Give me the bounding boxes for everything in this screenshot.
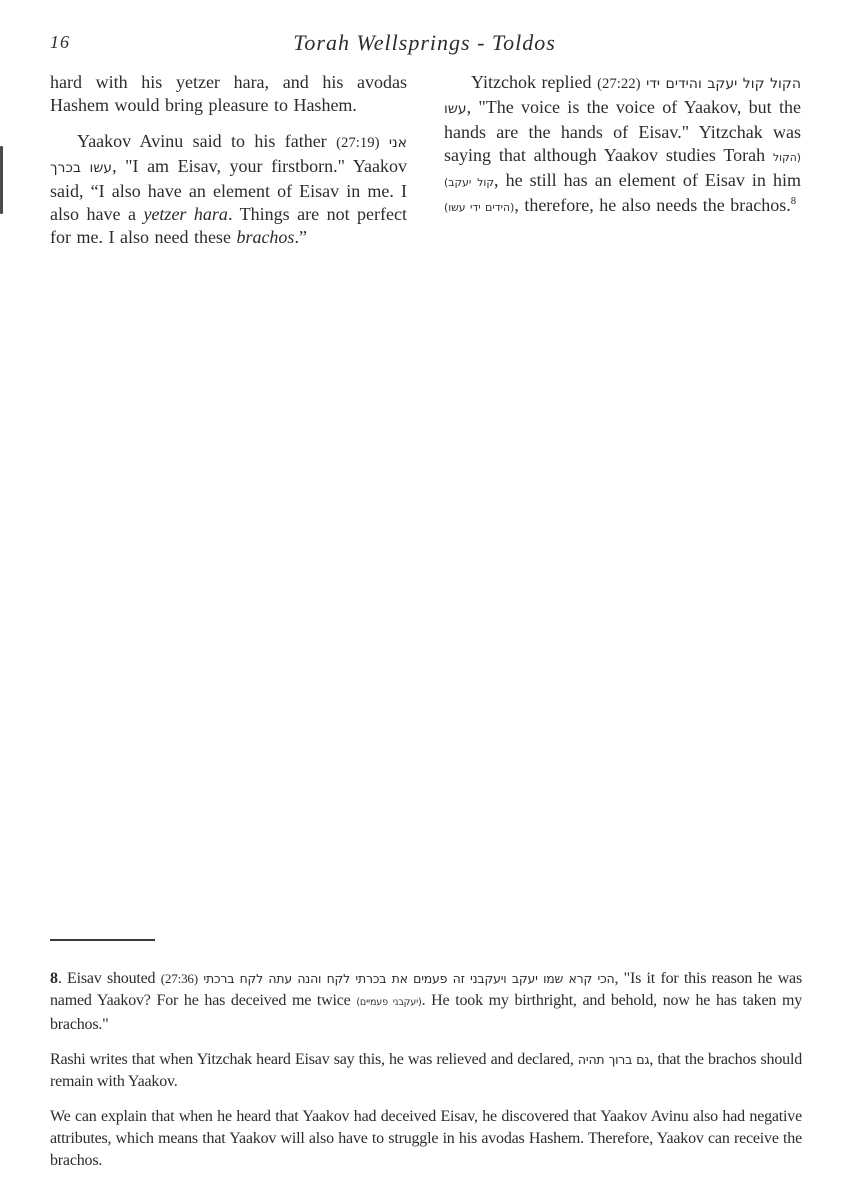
page-title: Torah Wellsprings - Toldos bbox=[293, 30, 556, 55]
footnote-paragraph: 8. Eisav shouted (27:36) הכי קרא שמו יעקב ויעקבני זה פעמים את בכרתי לקח והנה עתה לקח ברכתי, "Is it for this reason he was named Yaakov? For he has deceived me twice (יעקבני פעמיים). He took my birthright, and behold, now he has taken my brachos." bbox=[50, 970, 803, 1033]
footnote-paragraph: We can explain that when he heard that Yaakov had deceived Eisav, he discovered that Yaakov Avinu also had negative attributes, which means that Yaakov will also have to struggle in his avodas Hashem. Therefore, Yaakov can receive the brachos. bbox=[50, 1108, 802, 1169]
right-column bbox=[444, 71, 801, 232]
body-paragraph: Yitzchok replied (27:22) הקול קול יעקב והידים ידי עשו, "The voice is the voice of Yaakov, but the hands are the hands of Eisav." Yitzchak was saying that although Yaakov studies Torah (הקול קול יעקב), he still has an element of Eisav in him (הידים ידי עשו), therefore, he also needs the brachos.$^8$ bbox=[444, 72, 801, 215]
body-paragraph: Yaakov Avinu said to his father (27:19) אני עשו בכרך, "I am Eisav, your firstborn." Yaakov said, “I also have an element of Eisav in me. I also have a yetzer hara. Things are not perfect for me. I also need these brachos.” bbox=[50, 131, 408, 247]
footnote-separator bbox=[50, 939, 155, 941]
page-number: 16 bbox=[50, 32, 70, 52]
left-column bbox=[50, 71, 407, 262]
scan-artifact bbox=[0, 146, 3, 214]
footnote-section bbox=[50, 939, 802, 1185]
footnote-paragraph: Rashi writes that when Yitzchak heard Eisav say this, he was relieved and declared, גם ברוך תהיה, that the brachos should remain with Yaakov. bbox=[50, 1051, 802, 1090]
body-paragraph: hard with his yetzer hara, and his avodas Hashem would bring pleasure to Hashem. bbox=[50, 72, 407, 115]
